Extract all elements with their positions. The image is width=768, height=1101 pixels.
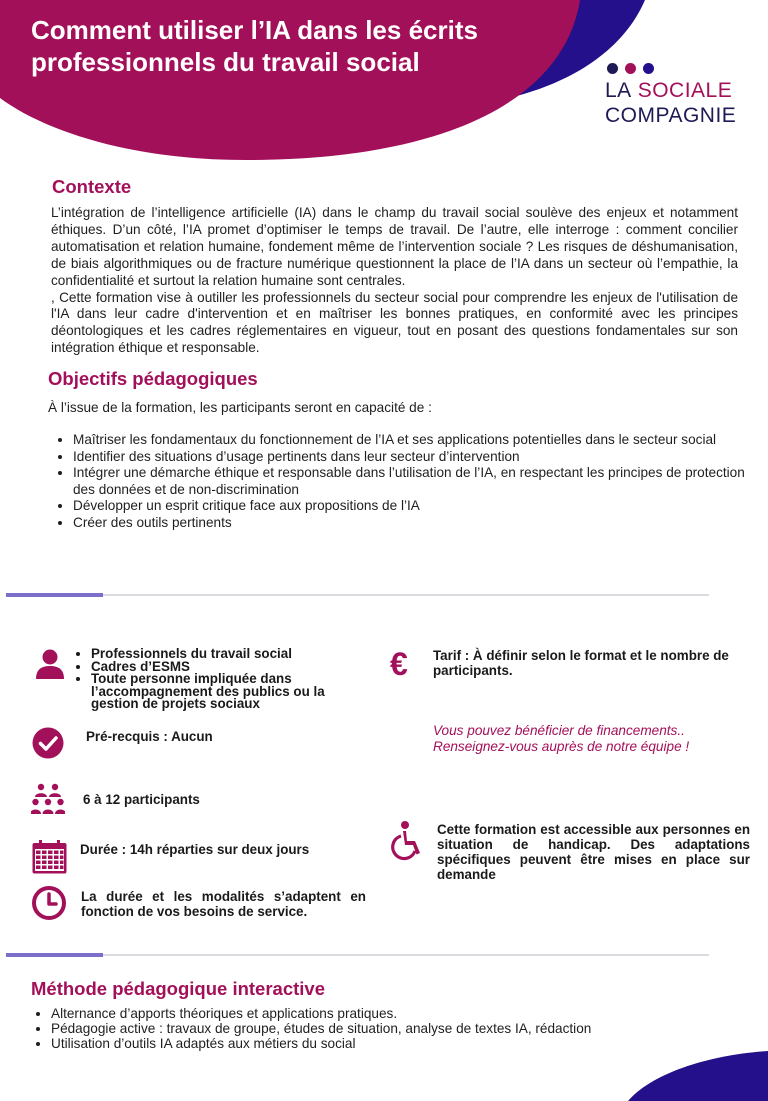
- contexte-text: [51, 205, 738, 357]
- objectif-item: • Intégrer une démarche éthique et responsable dans l’utilisation de l’IA, en respectant les principes de protection des données et de non-discrimination: [73, 465, 763, 498]
- prerequis: Pré-recquis : Aucun: [86, 729, 213, 744]
- objectif-item: • Développer un esprit critique face aux propositions de l’IA: [73, 498, 763, 515]
- tarif: Tarif : À définir selon le format et le nombre de participants.: [433, 648, 729, 678]
- objectif-item: • Créer des outils pertinents: [73, 515, 763, 532]
- modalites: La durée et les modalités s’adaptent en fonction de vos besoins de service.: [81, 889, 366, 919]
- financement-line-2: Renseignez-vous auprès de notre équipe !: [433, 738, 690, 754]
- logo-sociale: SOCIALE: [637, 79, 733, 102]
- objectif-item: • Maîtriser les fondamentaux du fonctionnement de l’IA et ses applications potentielles dans le secteur social: [73, 432, 763, 449]
- public-item: • Toute personne impliquée dans l’accompagnement des publics ou la gestion de projets sociaux: [91, 673, 343, 711]
- group-icon: [31, 783, 65, 817]
- participants: 6 à 12 participants: [83, 792, 200, 807]
- contexte-heading: Contexte: [52, 176, 132, 197]
- methode-item: • Alternance d’apports théoriques et applications pratiques.: [51, 1006, 711, 1021]
- duree: Durée : 14h réparties sur deux jours: [80, 842, 310, 857]
- objectifs-list: [48, 432, 763, 532]
- logo-dot-1: [607, 63, 618, 74]
- logo-dots: [607, 63, 736, 74]
- public-item: • Professionnels du travail social: [91, 648, 343, 661]
- contexte-paragraph-1: L’intégration de l’intelligence artificielle (IA) dans le champ du travail social soulève des enjeux et notamment éthiques. D’un côté, l’IA promet d’optimiser le temps de travail. De l’autre, elle interroge : comment concilier automatisation et relation humaine, fondement même de l’intervention sociale ? Les risques de déshumanisation, de biais algorithmiques ou de fracture numérique questionnent la place de l’IA dans un secteur où l’empathie, la confidentialité et surtout la relation humaine sont centrales.: [51, 205, 738, 288]
- page-title: Comment utiliser l’IA dans les écrits professionnels du travail social: [31, 15, 478, 77]
- methode-item: • Pédagogie active : travaux de groupe, études de situation, analyse de textes IA, rédaction: [51, 1021, 711, 1036]
- check-circle-icon: [32, 727, 64, 759]
- person-icon: [34, 648, 66, 680]
- logo-compagnie: COMPAGNIE: [605, 104, 737, 127]
- objectifs-intro: À l’issue de la formation, les participants seront en capacité de :: [48, 400, 432, 415]
- separator-accent: [6, 593, 103, 597]
- financement-line-1: Vous pouvez bénéficier de financements..: [433, 723, 685, 738]
- public-cible: [73, 648, 343, 711]
- logo-line1: [605, 78, 736, 103]
- logo-dot-3: [643, 63, 654, 74]
- logo: [605, 63, 736, 129]
- objectifs-heading: Objectifs pédagogiques: [48, 368, 258, 389]
- logo-la: LA: [605, 79, 632, 102]
- clock-icon: [31, 885, 67, 921]
- calendar-icon: [32, 840, 67, 874]
- public-item: • Cadres d’ESMS: [91, 661, 343, 674]
- separator-line: [6, 954, 709, 956]
- footer-violet-blob: [628, 1051, 768, 1101]
- methode-item: • Utilisation d’outils IA adaptés aux métiers du social: [51, 1036, 711, 1051]
- accessibilite: Cette formation est accessible aux personnes en situation de handicap. Des adaptations spécifiques peuvent être mises en place sur demande: [437, 822, 750, 882]
- financement-note: [433, 723, 689, 754]
- contexte-paragraph-2: , Cette formation vise à outiller les professionnels du secteur social pour comprendre les enjeux de l'utilisation de l'IA dans leur cadre d'intervention et en maîtriser les bonnes pratiques, en conformité avec les principes déontologiques et les cadres réglementaires en vigueur, tout en posant des questions fondamentales sur son intégration éthique et responsable.: [51, 289, 738, 356]
- euro-icon: €: [390, 646, 408, 682]
- methode-list: [31, 1006, 711, 1051]
- separator-line: [6, 594, 709, 596]
- methode-heading: Méthode pédagogique interactive: [31, 978, 325, 999]
- separator-accent: [6, 953, 103, 957]
- accessibility-icon: [389, 820, 425, 862]
- logo-dot-2: [625, 63, 636, 74]
- objectif-item: • Identifier des situations d’usage pertinents dans leur secteur d’intervention: [73, 449, 763, 466]
